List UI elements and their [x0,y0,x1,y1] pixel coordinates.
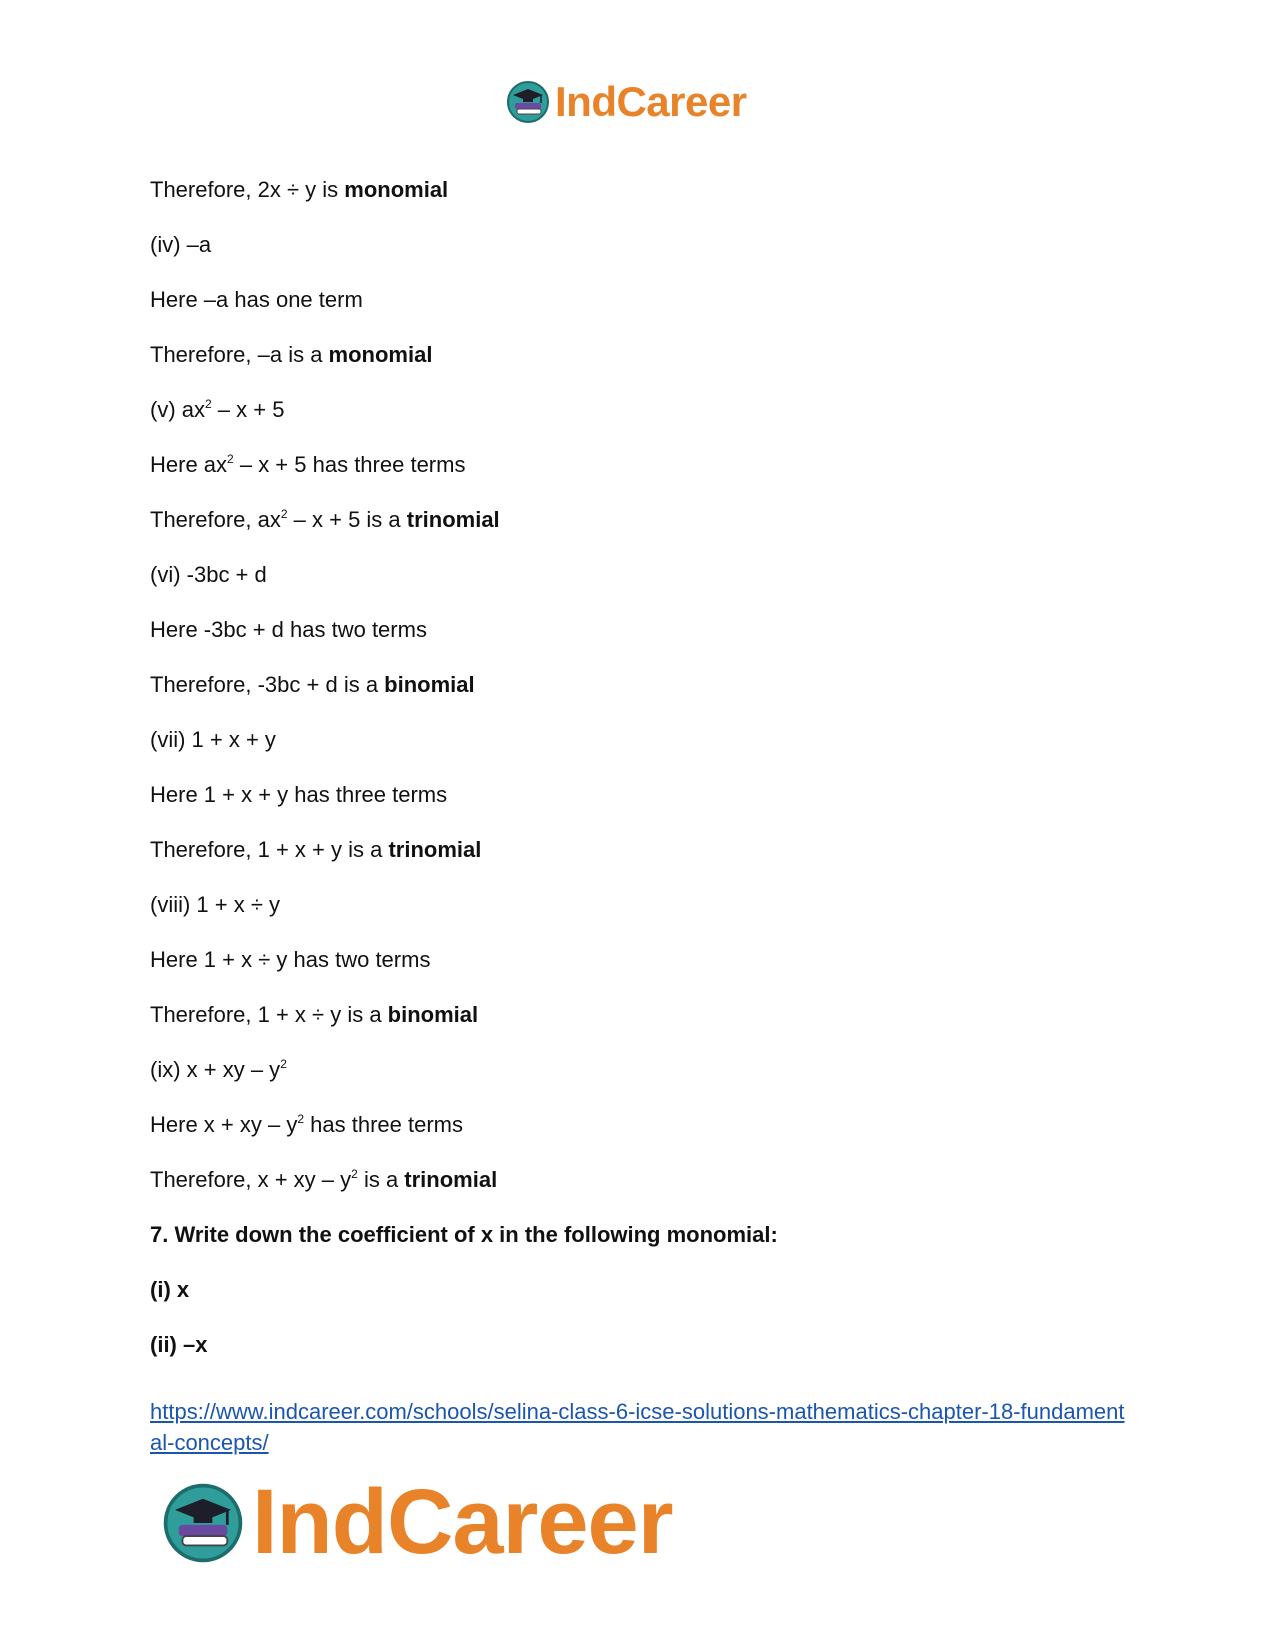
text-line [150,1057,1150,1083]
text-line [150,397,1150,423]
text-line [150,782,1150,808]
line-text: (vi) -3bc + d [150,562,267,587]
logo-text: IndCareer [252,1471,673,1573]
line-text: Here ax [150,452,228,477]
line-text: Here -3bc + d has two terms [150,617,427,642]
exponent: 2 [280,1057,287,1071]
term-type: monomial [344,177,449,202]
text-line [150,287,1150,313]
term-type: monomial [328,342,433,367]
line-text: is a [357,1167,405,1192]
line-text: (i) x [150,1277,190,1302]
text-line [150,1112,1150,1138]
text-line [150,837,1150,863]
text-line [150,507,1150,533]
line-text: (iv) –a [150,232,212,257]
exponent: 2 [280,507,288,521]
footer-logo [160,1470,673,1575]
text-line [150,1167,1150,1193]
line-text: Here –a has one term [150,287,363,312]
line-text: – x + 5 [211,397,285,422]
exponent: 2 [351,1167,358,1181]
exponent: 2 [205,397,212,411]
question-line [150,1222,1150,1248]
line-text: Therefore, 1 + x ÷ y is a [150,1002,388,1027]
exponent: 2 [227,452,234,466]
line-text: Therefore, 2x ÷ y is [150,177,345,202]
text-line [150,672,1150,698]
line-text: – x + 5 has three terms [233,452,466,477]
logo-text: IndCareer [555,78,747,125]
text-line [150,342,1150,368]
line-text: Here x + xy – y [150,1112,298,1137]
graduation-book-icon [505,79,551,125]
text-line [150,232,1150,258]
line-text: (ii) –x [150,1332,208,1357]
question-line [150,1277,1150,1303]
line-text: Here 1 + x ÷ y has two terms [150,947,431,972]
line-text: Here 1 + x + y has three terms [150,782,448,807]
text-line [150,727,1150,753]
text-line [150,562,1150,588]
line-text: Therefore, 1 + x + y is a [150,837,389,862]
line-text: (vii) 1 + x + y [150,727,276,752]
graduation-book-icon [160,1480,246,1566]
header-logo [505,78,747,126]
exponent: 2 [297,1112,305,1126]
line-text: Therefore, ax [150,507,281,532]
line-text: (v) ax [150,397,205,422]
text-line [150,892,1150,918]
term-type: binomial [387,1002,479,1027]
line-text: (ix) x + xy – y [150,1057,281,1082]
text-line [150,452,1150,478]
line-text: Therefore, x + xy – y [150,1167,352,1192]
line-text: 7. Write down the coefficient of x in the following monomial: [150,1222,778,1247]
term-type: binomial [384,672,475,697]
text-line [150,947,1150,973]
source-link[interactable]: https://www.indcareer.com/schools/selina-class-6-icse-solutions-mathematics-chapter-18-fundamental-concepts/ [150,1399,1125,1455]
line-text: Therefore, –a is a [150,342,329,367]
text-line [150,1002,1150,1028]
document-body [150,177,1150,1387]
text-line [150,177,1150,203]
text-line [150,617,1150,643]
line-text: Therefore, -3bc + d is a [150,672,385,697]
line-text: – x + 5 is a [287,507,407,532]
term-type: trinomial [388,837,482,862]
term-type: trinomial [404,1167,498,1192]
line-text: has three terms [304,1112,463,1137]
line-text: (viii) 1 + x ÷ y [150,892,281,917]
term-type: trinomial [406,507,500,532]
question-line [150,1332,1150,1358]
